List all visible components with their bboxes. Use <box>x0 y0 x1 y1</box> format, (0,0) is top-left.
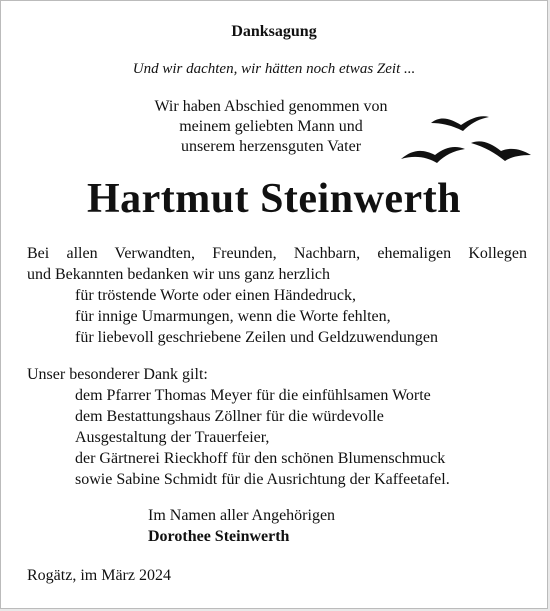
farewell-line: unserem herzensguten Vater <box>180 138 362 155</box>
farewell-text <box>121 97 421 157</box>
place-date: Rogätz, im März 2024 <box>27 567 171 584</box>
special-thanks-item: dem Pfarrer Thomas Meyer für die einfühlsamen Worte <box>75 387 431 404</box>
headline: Danksagung <box>231 23 317 40</box>
on-behalf-text: Im Namen aller Angehörigen <box>148 507 336 524</box>
thanks-item: für tröstende Worte oder einen Händedruck, <box>75 287 356 304</box>
special-thanks-item: sowie Sabine Schmidt für die Ausrichtung der Kaffeetafel. <box>75 471 450 488</box>
bird-icon <box>401 147 465 163</box>
thanks-paragraph <box>27 243 527 348</box>
bird-icon <box>431 116 489 131</box>
special-thanks-lead: Unser besonderer Dank gilt: <box>27 366 208 383</box>
bird-icon <box>471 141 531 161</box>
thanks-item: für innige Umarmungen, wenn die Worte fehlten, <box>75 308 391 325</box>
intro-quote: Und wir dachten, wir hätten noch etwas Zeit ... <box>132 61 416 77</box>
deceased-name: Hartmut Steinwerth <box>86 176 462 222</box>
special-thanks-item: der Gärtnerei Rieckhoff für den schönen Blumenschmuck <box>75 450 446 467</box>
special-thanks-item: dem Bestattungshaus Zöllner für die würdevolle <box>75 408 384 425</box>
signer-name: Dorothee Steinwerth <box>148 528 290 545</box>
special-thanks-paragraph <box>27 364 527 490</box>
farewell-line: meinem geliebten Mann und <box>179 118 363 135</box>
thanks-item: für liebevoll geschriebene Zeilen und Geldzuwendungen <box>75 329 438 346</box>
birds-icon <box>401 109 536 169</box>
special-thanks-item: Ausgestaltung der Trauerfeier, <box>75 429 270 446</box>
farewell-line: Wir haben Abschied genommen von <box>154 98 388 115</box>
signature-block <box>148 505 335 547</box>
thanks-lead-line: und Bekannten bedanken wir uns ganz herzlich <box>27 266 331 283</box>
thanks-lead-line: Bei allen Verwandten, Freunden, Nachbarn, ehemaligen Kollegen <box>27 245 527 262</box>
